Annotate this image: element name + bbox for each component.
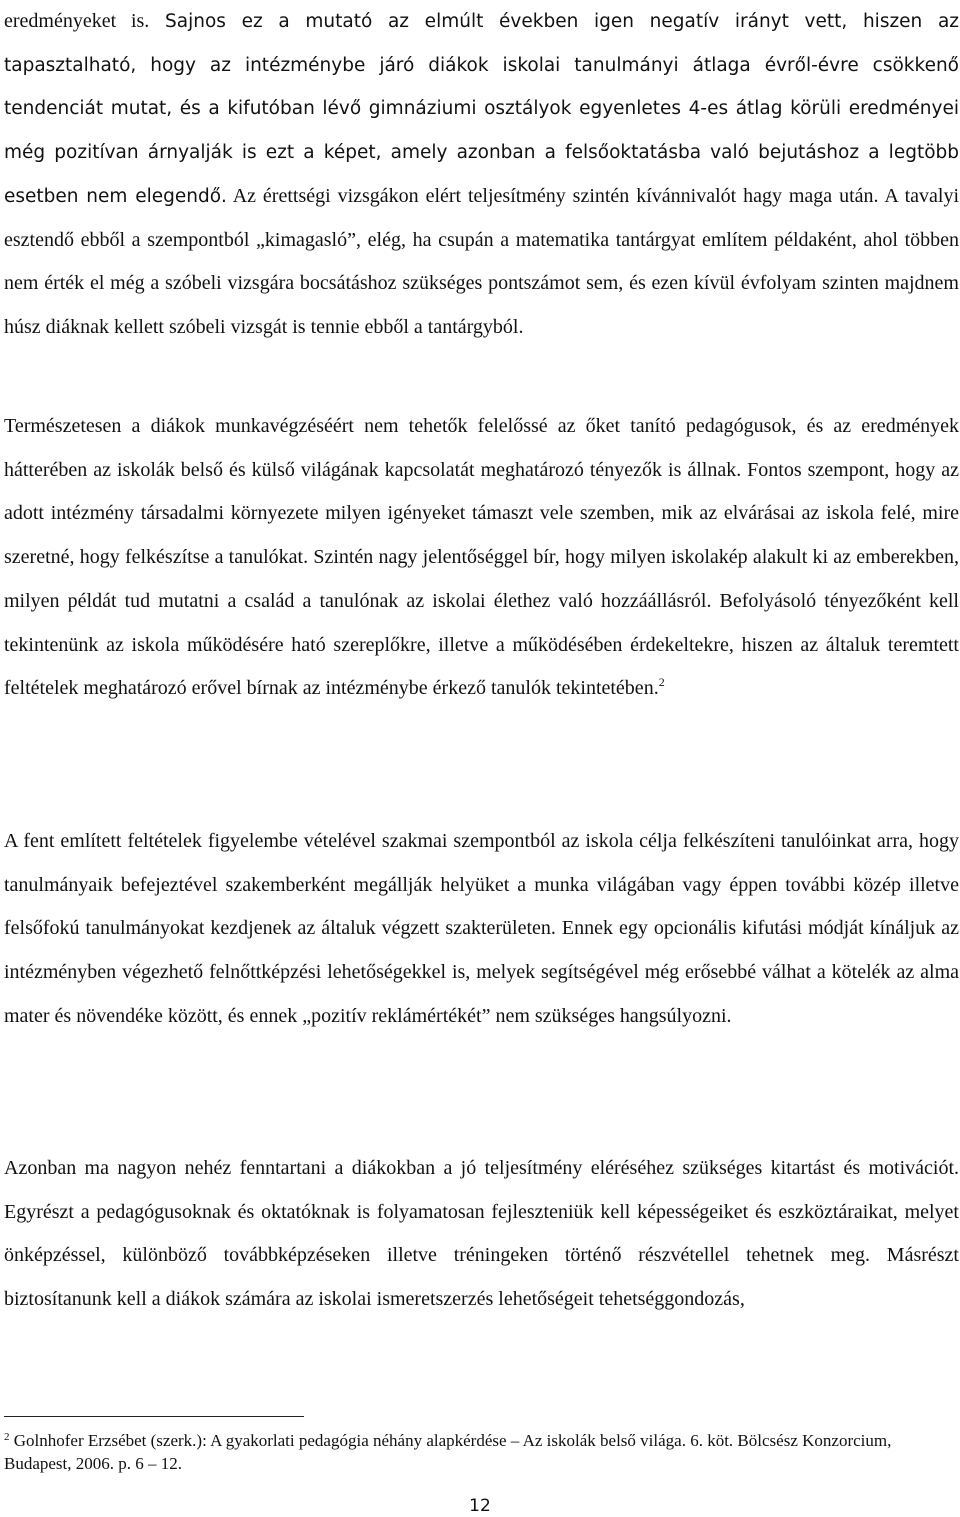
footnote-number: 2 (4, 1431, 10, 1443)
paragraph-4 (4, 1147, 959, 1322)
footnote (4, 1429, 959, 1475)
paragraph-2 (4, 405, 959, 711)
paragraph-3-text: A fent említett feltételek figyelembe vételével szakmai szempontból az iskola célja felkészíteni tanulóinkat arra, hogy tanulmányaik befejeztével szakemberként megállják helyüket a munka világában vagy éppen további közép illetve felsőfokú tanulmányokat kezdjenek az általuk végzett szakterületen. Ennek egy opcionális kifutási módját kínáljuk az intézményben végezhető felnőttképzési lehetőségekkel is, melyek segítségével még erősebbé válhat a kötelék az alma mater és növendéke között, és ennek „pozitív reklámértékét” nem szükséges hangsúlyozni. (4, 830, 959, 1027)
paragraph-4-text: Azonban ma nagyon nehéz fenntartani a diákokban a jó teljesítmény eléréséhez szükséges kitartást és motivációt. Egyrészt a pedagógusoknak és oktatóknak is folyamatosan fejleszteniük kell képességeiket és eszköztáraikat, melyet önképzéssel, különböző továbbképzéseken illetve tréningeken történő részvétellel tehetnek meg. Másrészt biztosítanunk kell a diákok számára az iskolai ismeretszerzés lehetőségeit tehetséggondozás, (4, 1157, 959, 1311)
paragraph-3 (4, 820, 959, 1039)
paragraph-2-text: Természetesen a diákok munkavégzéséért nem tehetők felelőssé az őket tanító pedagógusok, és az eredmények hátterében az iskolák belső és külső világának kapcsolatát meghatározó tényezők is állnak. Fontos szempont, hogy az adott intézmény társadalmi környezete milyen igényeket támaszt vele szemben, mik az elvárásai az iskola felé, mire szeretné, hogy felkészítse a tanulókat. Szintén nagy jelentőséggel bír, hogy milyen iskolakép alakult ki az emberekben, milyen példát tud mutatni a család a tanulónak az iskolai élethez való hozzáállásról. Befolyásoló tényezőként kell tekintenünk az iskola működésére ható szereplőkre, illetve a működésében érdekeltekre, hiszen az általuk teremtett feltételek meghatározó erővel bírnak az intézménybe érkező tanulók tekintetében. (4, 415, 959, 700)
paragraph-1-segment-1: eredményeket is. (4, 10, 150, 32)
footnote-text: Golnhofer Erzsébet (szerk.): A gyakorlati pedagógia néhány alapkérdése – Az iskolák belső világa. 6. köt. Bölcsész Konzorcium, Budapest, 2006. p. 6 – 12. (4, 1431, 892, 1473)
paragraph-1-segment-4: A tavalyi esztendő ebből a szempontból „kimagasló”, elég, ha csupán a matematika tantárgyat említem példaként, ahol többen nem érték el még a szóbeli vizsgára bocsátáshoz szükséges pontszámot sem, és ezen kívül évfolyam szinten majdnem húsz diáknak kellett szóbeli vizsgát is tennie ebből a tantárgyból. (4, 184, 959, 338)
paragraph-1-segment-3: Az érettségi vizsgákon elért teljesítmény szintén kívánnivalót hagy maga után. (226, 184, 879, 207)
paragraph-1-segment-2: Sajnos ez a mutató az elmúlt években igen negatív irányt vett, hiszen az tapasztalható, hogy az intézménybe járó diákok iskolai tanulmányi átlaga évről-évre csökkenő tendenciát mutat, és a kifutóban lévő gimnáziumi osztályok egyenletes 4-es átlag körüli eredményei még pozitívan árnyalják is ezt a képet, amely azonban a felsőoktatásba való bejutáshoz a legtöbb esetben nem elegendő. (4, 11, 960, 207)
page-number: 12 (469, 1496, 491, 1516)
footnote-separator (4, 1416, 304, 1417)
paragraph-1 (4, 0, 959, 350)
footnote-reference: 2 (658, 675, 665, 690)
